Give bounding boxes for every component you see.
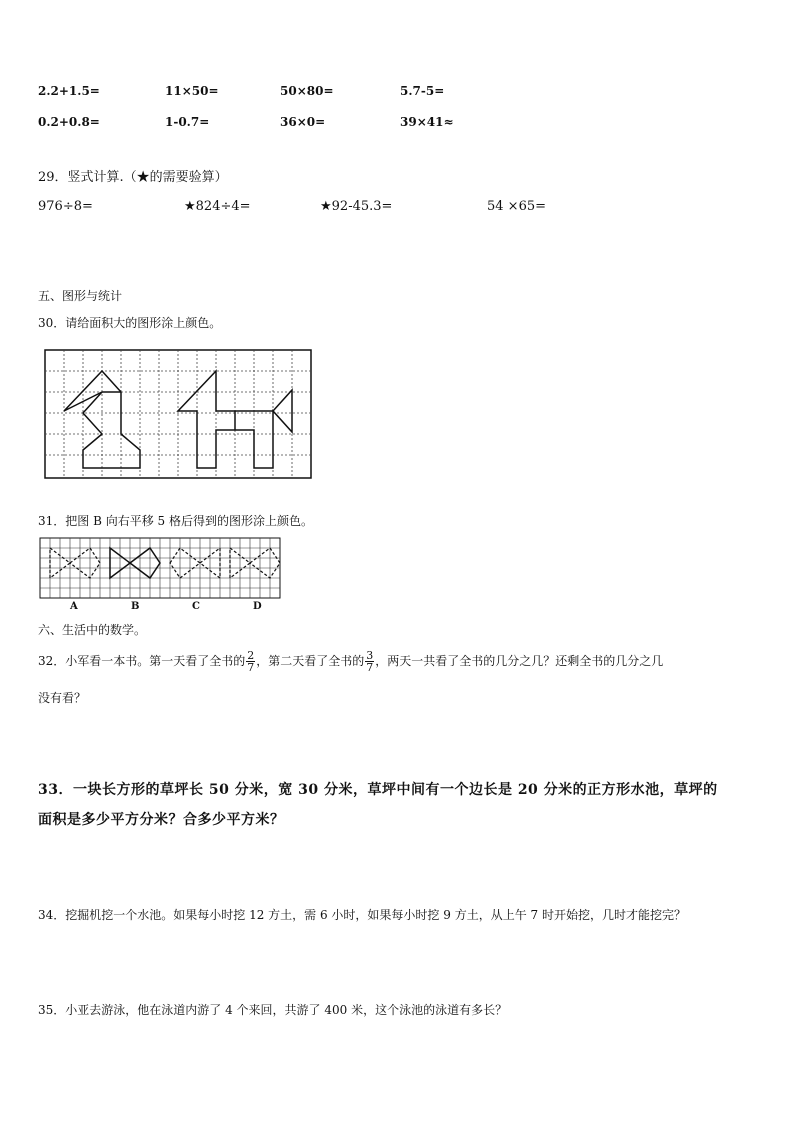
- q32-part3: ，两天一共看了全书的几分之几？还剩全书的几分之几: [375, 654, 664, 668]
- q32-fraction-2: $\frac{3}{7}$: [366, 649, 374, 674]
- q29-item: ★92-45.3=: [320, 199, 393, 214]
- q32-fraction-1: $\frac{2}{7}$: [247, 649, 255, 674]
- q32-part2: ，第二天看了全书的: [256, 654, 365, 668]
- q35-text: 35．小亚去游泳，他在泳道内游了 4 个来回，共游了 400 米，这个泳池的泳道有多长？: [38, 1003, 508, 1017]
- calc-item: 36×0=: [280, 115, 326, 129]
- q33-line1: 33．一块长方形的草坪长 50 分米，宽 30 分米，草坪中间有一个边长是 20 分米的正方形水池，草坪的: [38, 782, 718, 798]
- calc-item: 2.2+1.5=: [38, 84, 100, 98]
- calc-item: 1-0.7=: [165, 115, 210, 129]
- q34-text: 34．挖掘机挖一个水池。如果每小时挖 12 方土，需 6 小时，如果每小时挖 9 方土，从上午 7 时开始挖，几时才能挖完？: [38, 908, 686, 922]
- q31-figure-b: [110, 548, 160, 578]
- q29-title: 29．竖式计算.（★的需要验算）: [38, 170, 228, 185]
- q31-label-a: A: [70, 601, 78, 612]
- section-heading: 五、图形与统计: [38, 289, 123, 303]
- q31-figure-c: [170, 548, 220, 578]
- calc-item: 0.2+0.8=: [38, 115, 100, 129]
- q31-figure-d: [230, 548, 280, 578]
- calc-item: 50×80=: [280, 84, 334, 98]
- q29-item: 976÷8=: [38, 199, 93, 214]
- q31-text: 31．把图 B 向右平移 5 格后得到的图形涂上颜色。: [38, 514, 313, 528]
- q32-part1: 32．小军看一本书。第一天看了全书的: [38, 654, 246, 668]
- q32-line2: 没有看？: [38, 691, 87, 705]
- calc-item: 11×50=: [165, 84, 219, 98]
- calc-item: 39×41≈: [400, 115, 454, 129]
- q33-line2: 面积是多少平方分米？合多少平方米？: [38, 812, 285, 828]
- q30-text: 30．请给面积大的图形涂上颜色。: [38, 316, 222, 330]
- q31-figure-a: [50, 548, 100, 578]
- section-heading: 六、生活中的数学。: [38, 623, 147, 637]
- calc-item: 5.7-5=: [400, 84, 445, 98]
- q29-item: ★824÷4=: [184, 199, 251, 214]
- q31-label-c: C: [192, 601, 200, 612]
- q31-label-b: B: [131, 601, 140, 612]
- q29-item: 54 ×65=: [487, 199, 547, 214]
- q32-line1: [38, 646, 663, 676]
- q31-label-d: D: [253, 601, 262, 612]
